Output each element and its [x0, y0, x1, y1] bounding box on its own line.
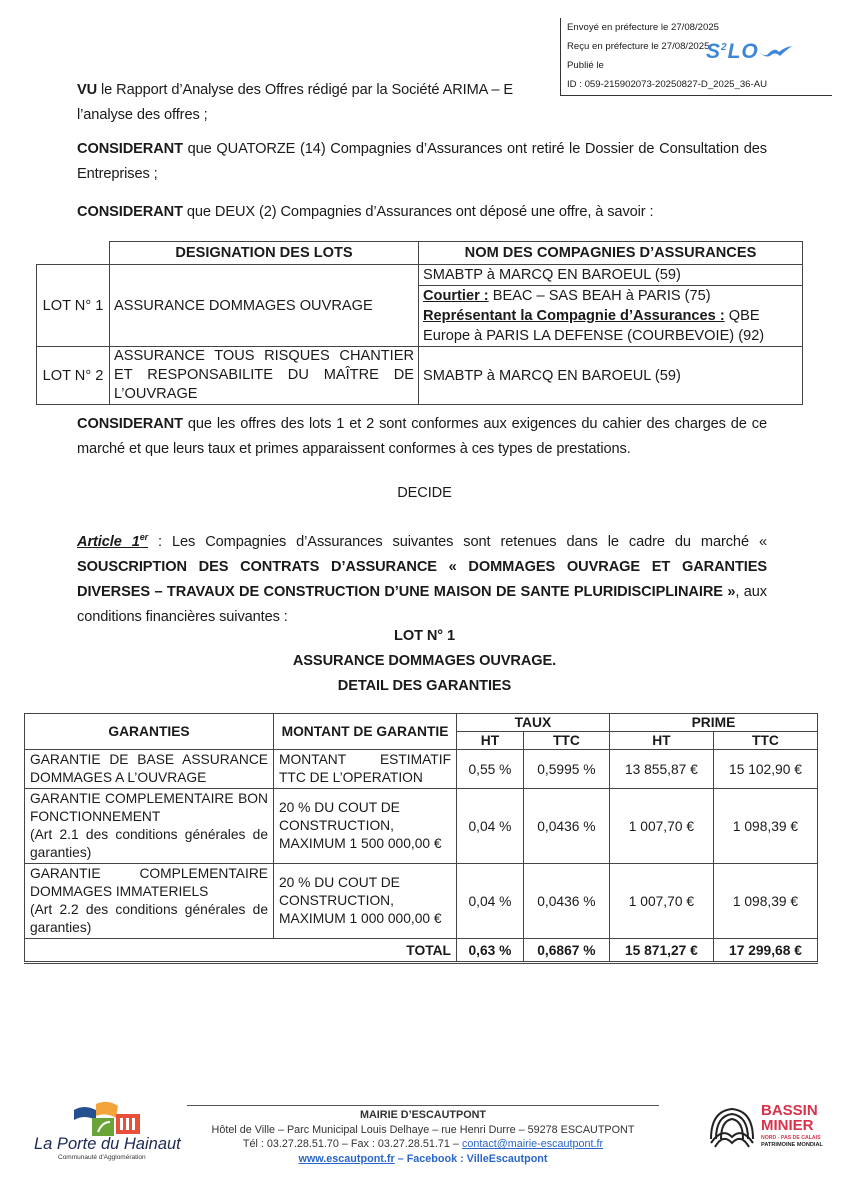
lot-companies — [419, 265, 803, 347]
considerant-lead: CONSIDERANT — [77, 204, 183, 220]
vu-paragraph — [77, 78, 557, 128]
fingerprint-emblem-icon — [707, 1105, 757, 1149]
taux-ttc-cell: 0,0436 % — [523, 789, 609, 864]
garantie-note: (Art 2.2 des conditions générales de garanties) — [30, 902, 268, 935]
article-label-text: Article 1 — [77, 533, 140, 550]
footer-address: Hôtel de Ville – Parc Municipal Louis Delhaye – rue Henri Durre – 59278 ESCAUTPONT — [211, 1123, 635, 1136]
taux-ttc-cell: 0,0436 % — [523, 864, 609, 939]
guarantees-table — [24, 713, 818, 964]
footer-divider — [187, 1105, 659, 1106]
total-prime-ttc: 17 299,68 € — [713, 939, 817, 963]
header-prime: PRIME — [609, 714, 817, 732]
garantie-text: GARANTIE COMPLEMENTAIRE BON FONCTIONNEMENT — [30, 791, 268, 824]
footer-phone-line — [185, 1137, 661, 1152]
article-market-title: SOUSCRIPTION DES CONTRATS D’ASSURANCE « DOMMAGES OUVRAGE ET GARANTIES DIVERSES – TRAVAUX DE CONSTRUCTION D’UNE MAISON DE SANTE PLURIDISCIPLINAIRE » — [77, 558, 767, 600]
header-garanties: GARANTIES — [25, 714, 274, 750]
logo-right-line2: MINIER — [761, 1117, 814, 1134]
montant-cell: MONTANT ESTIMATIF TTC DE L’OPERATION — [274, 750, 457, 789]
footer-website-link[interactable]: www.escautpont.fr — [298, 1152, 395, 1165]
vu-text: le Rapport d’Analyse des Offres rédigé par la Société ARIMA – E — [97, 82, 514, 98]
vu-lead: VU — [77, 82, 98, 98]
footer-title: MAIRIE D’ESCAUTPONT — [360, 1109, 486, 1121]
decide-heading: DECIDE — [397, 485, 452, 501]
lot-companies — [419, 347, 803, 405]
lots-table — [36, 241, 803, 405]
stamp-received: Reçu en préfecture le 27/08/2025 — [567, 41, 710, 52]
montant-cell: 20 % DU COUT DE CONSTRUCTION, MAXIMUM 1 500 000,00 € — [274, 789, 457, 864]
taux-ttc-cell: 0,5995 % — [523, 750, 609, 789]
prime-ht-cell: 13 855,87 € — [609, 750, 713, 789]
garantie-cell: GARANTIE DE BASE ASSURANCE DOMMAGES A L’OUVRAGE — [25, 750, 274, 789]
considerant-text: que les offres des lots 1 et 2 sont conformes aux exigences du cahier des charges de ce marché et que leurs taux et primes apparaissent conformes à ces types de prestations. — [77, 416, 767, 457]
taux-ht-cell: 0,04 % — [457, 789, 524, 864]
lot1-detail: DETAIL DES GARANTIES — [337, 678, 512, 694]
header-companies: NOM DES COMPAGNIES D’ASSURANCES — [419, 242, 803, 265]
broker-value: BEAC – SAS BEAH à PARIS (75) — [488, 288, 711, 304]
lot-designation: ASSURANCE DOMMAGES OUVRAGE — [110, 265, 419, 347]
article-colon: : — [148, 533, 162, 550]
considerant-lead: CONSIDERANT — [77, 416, 183, 432]
article-label — [77, 534, 148, 550]
header-prime-ht: HT — [609, 732, 713, 750]
article-1 — [77, 525, 767, 630]
prime-ttc-cell: 1 098,39 € — [713, 789, 817, 864]
considerant-3 — [77, 412, 767, 462]
logo-left-subtitle: Communauté d'Agglomération — [58, 1154, 146, 1161]
header-designation: DESIGNATION DES LOTS — [110, 242, 419, 265]
taux-ht-cell: 0,55 % — [457, 750, 524, 789]
table-row — [25, 750, 818, 789]
garantie-note: (Art 2.1 des conditions générales de garanties) — [30, 827, 268, 860]
garantie-text: GARANTIE COMPLEMENTAIRE DOMMAGES IMMATERIELS — [30, 866, 268, 899]
considerant-1 — [77, 137, 767, 187]
taux-ht-cell: 0,04 % — [457, 864, 524, 939]
footer-web-line — [185, 1152, 661, 1167]
prefecture-stamp — [560, 18, 832, 96]
logo-right-line4: PATRIMOINE MONDIAL — [761, 1141, 823, 1148]
lot1-heading — [0, 624, 849, 699]
footer-email-link[interactable]: contact@mairie-escautpont.fr — [461, 1138, 604, 1150]
considerant-text: que QUATORZE (14) Compagnies d’Assurances ont retiré le Dossier de Consultation des Entreprises ; — [77, 141, 767, 182]
total-label: TOTAL — [25, 939, 457, 963]
logo-right-line3: NORD - PAS DE CALAIS — [761, 1135, 821, 1141]
porte-du-hainaut-emblem-icon — [72, 1100, 172, 1138]
representative-label: Représentant la Compagnie d’Assurances : — [423, 308, 725, 324]
footer-contact — [185, 1108, 661, 1166]
designation-text: ASSURANCE TOUS RISQUES CHANTIER ET RESPONSABILITE DU MAÎTRE DE L’OUVRAGE — [114, 348, 414, 402]
header-taux-ttc: TTC — [523, 732, 609, 750]
logo-right-line1: BASSIN — [761, 1102, 818, 1119]
lot1-subtitle: ASSURANCE DOMMAGES OUVRAGE. — [292, 653, 557, 669]
header-taux: TAUX — [457, 714, 610, 732]
prime-ttc-cell: 1 098,39 € — [713, 864, 817, 939]
table-row — [37, 265, 803, 347]
lot-designation — [110, 347, 419, 405]
montant-cell: 20 % DU COUT DE CONSTRUCTION, MAXIMUM 1 000 000,00 € — [274, 864, 457, 939]
header-row-1 — [25, 714, 818, 732]
prime-ht-cell: 1 007,70 € — [609, 864, 713, 939]
considerant-2 — [77, 200, 767, 225]
header-montant: MONTANT DE GARANTIE — [274, 714, 457, 750]
vu-text-2: l’analyse des offres ; — [77, 107, 208, 123]
company-line: SMABTP à MARCQ EN BAROEUL (59) — [419, 265, 802, 286]
article-text-end: , aux conditions financières suivantes : — [77, 583, 767, 625]
garantie-cell — [25, 789, 274, 864]
checkmark-swoosh-icon — [759, 45, 793, 59]
table-row — [25, 864, 818, 939]
header-taux-ht: HT — [457, 732, 524, 750]
garantie-cell — [25, 864, 274, 939]
table-row — [25, 789, 818, 864]
representative-value: QBE Europe à PARIS LA DEFENSE (COURBEVOIE) (92) — [423, 308, 765, 344]
company-broker — [419, 286, 802, 346]
lot-number: LOT N° 1 — [37, 265, 110, 347]
total-taux-ttc: 0,6867 % — [523, 939, 609, 963]
table-row — [37, 347, 803, 405]
prime-ttc-cell: 15 102,90 € — [713, 750, 817, 789]
total-row — [25, 939, 818, 963]
footer-facebook: – Facebook : VilleEscautpont — [394, 1152, 548, 1165]
stamp-sent: Envoyé en préfecture le 27/08/2025 — [567, 22, 720, 33]
broker-label: Courtier : — [423, 288, 489, 304]
header-prime-ttc: TTC — [713, 732, 817, 750]
article-text: Les Compagnies d’Assurances suivantes sont retenues dans le cadre du marché « — [162, 533, 767, 550]
lot1-title: LOT N° 1 — [394, 628, 455, 644]
lot-number: LOT N° 2 — [37, 347, 110, 405]
article-sup: er — [139, 532, 149, 542]
considerant-lead: CONSIDERANT — [77, 141, 183, 157]
s2lo-logo: $S^2LO$ — [706, 38, 793, 61]
stamp-published: Publié le — [567, 60, 604, 71]
bassin-minier-logo — [705, 1103, 845, 1158]
footer-phone: Tél : 03.27.28.51.70 – Fax : 03.27.28.51.71 – — [242, 1138, 462, 1150]
logo-left-name: La Porte du Hainaut — [34, 1135, 181, 1153]
prime-ht-cell: 1 007,70 € — [609, 789, 713, 864]
empty-header-cell — [37, 242, 110, 265]
considerant-text: que DEUX (2) Compagnies d’Assurances ont déposé une offre, à savoir : — [182, 204, 654, 220]
stamp-id: ID : 059-215902073-20250827-D_2025_36-AU — [567, 79, 768, 90]
porte-du-hainaut-logo — [34, 1100, 184, 1160]
lots-table-header — [37, 242, 803, 265]
total-taux-ht: 0,63 % — [457, 939, 524, 963]
logo-right-title — [761, 1103, 818, 1133]
total-prime-ht: 15 871,27 € — [609, 939, 713, 963]
company-line: SMABTP à MARCQ EN BAROEUL (59) — [423, 367, 681, 384]
